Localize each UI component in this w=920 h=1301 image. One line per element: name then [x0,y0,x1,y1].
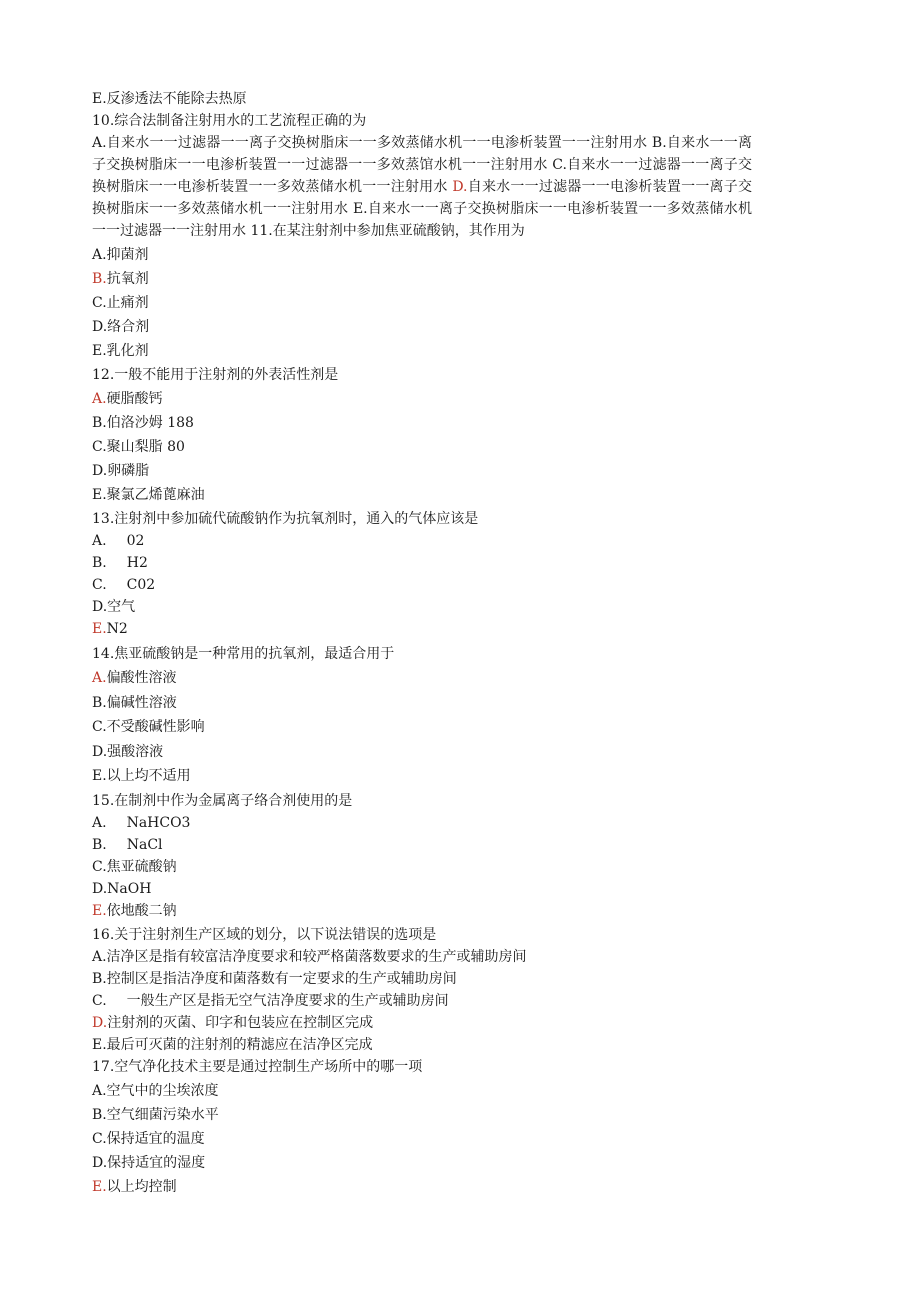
q13-option-c [92,574,752,596]
q12-answer-marker-a: A. [92,391,107,407]
q14-stem: 14.焦亚硫酸钠是一种常用的抗氧剂，最适合用于 [92,645,395,662]
q16-option-c-label: C. [92,992,107,1009]
q13-option-c-label: C. [92,577,107,593]
q16-option-e: E.最后可灭菌的注射剂的精滤应在洁净区完成 [92,1036,373,1053]
q15-option-e-text: 依地酸二钠 [106,902,177,919]
q15-option-a-label: A. [92,814,107,831]
q16-option-b: B.控制区是指洁净度和菌落数有一定要求的生产或辅助房间 [92,970,457,987]
q11-option-c: C.止痛剂 [92,295,149,311]
q13-option-e [92,618,752,640]
q16-stem: 16.关于注射剂生产区域的划分，以下说法错误的选项是 [92,926,437,943]
q16-answer-marker-d: D. [92,1014,108,1031]
q11-option-b-text: 抗氧剂 [106,271,149,287]
q16-option-c-text: 一般生产区是指无空气洁净度要求的生产或辅助房间 [126,992,449,1009]
q14-option-d: D.强酸溶液 [92,743,164,760]
q15-answer-marker-e: E. [92,902,107,919]
q17-option-d: D.保持适宜的湿度 [92,1154,206,1171]
q11-option-d: D.络合剂 [92,319,150,335]
q13-option-b-label: B. [92,555,107,571]
q17-stem: 17.空气净化技术主要是通过控制生产场所中的哪一项 [92,1058,423,1075]
q17-option-e [92,1176,752,1198]
q10-stem: 10.综合法制备注射用水的工艺流程正确的为 [92,113,367,129]
q12-option-a-text: 硬脂酸钙 [106,391,163,407]
q16-option-d-text: 注射剂的灭菌、印字和包装应在控制区完成 [107,1014,374,1031]
q14-answer-marker-a: A. [92,670,107,686]
document-page [92,88,752,1198]
q15-option-b-label: B. [92,836,107,853]
q12-stem: 12.一般不能用于注射剂的外表活性剂是 [92,367,339,383]
q10-answer-marker-d: D. [452,179,468,195]
q17-option-e-text: 以上均控制 [106,1178,177,1195]
q11-option-b [92,268,752,290]
q10-options-text-b: 自来水一一过滤器一一电渗析装置一一离子交换树脂床一一多效蒸储水机一一注射用水 E.自来水一一离子交换树脂床一一电渗析装置一一多效蒸储水机一一过滤器一一注射用水 11.在某注射剂中参加焦亚硫酸钠，其作用为 [92,179,753,239]
q13-option-d: D.空气 [92,599,136,615]
q14-option-e: E.以上均不适用 [92,768,191,784]
q14-option-a [92,667,752,689]
q12-option-c: C.聚山梨脂 80 [92,439,185,455]
q13-option-c-value: C02 [126,577,156,593]
q12-option-b: B.伯洛沙姆 188 [92,415,194,431]
q10-options-paragraph [92,132,752,242]
q15-option-b [92,834,752,856]
q13-answer-marker-e: E. [92,621,107,637]
q15-option-a-value: NaHCO3 [126,814,191,831]
q10-options-text-a: A.自来水一一过滤器一一离子交换树脂床一一多效蒸储水机一一电渗析装置一一注射用水 B.自来水一一离子交换树脂床一一电渗析装置一一过滤器一一多效蒸馆水机一一注射用水 C.自来水一一过滤器一一离子交换树脂床一一电渗析装置一一多效蒸储水机一一注射用水 [92,135,752,195]
q17-option-a: A.空气中的尘埃浓度 [92,1082,219,1099]
q12-option-e: E.聚氯乙烯蓖麻油 [92,487,205,503]
q16-option-d [92,1012,752,1034]
q13-option-a [92,530,752,552]
q13-option-e-text: N2 [106,621,128,637]
q14-option-a-text: 偏酸性溶液 [106,670,177,686]
q14-option-b: B.偏碱性溶液 [92,694,177,711]
q12-option-a [92,388,752,410]
q9-option-e: E.反渗透法不能除去热原 [92,91,247,107]
q11-option-a: A.抑菌剂 [92,247,149,263]
q15-option-c: C.焦亚硫酸钠 [92,858,177,875]
q15-option-e [92,900,752,922]
q15-stem: 15.在制剂中作为金属离子络合剂使用的是 [92,792,353,809]
q13-option-b-value: H2 [126,555,148,571]
q14-option-c: C.不受酸碱性影响 [92,719,205,735]
q15-option-b-value: NaCl [126,836,163,853]
q13-option-a-label: A. [92,533,107,549]
q13-option-b [92,552,752,574]
q15-option-d: D.NaOH [92,880,152,897]
q11-answer-marker-b: B. [92,271,107,287]
q13-stem: 13.注射剂中参加硫代硫酸钠作为抗氧剂时，通入的气体应该是 [92,511,479,527]
q17-answer-marker-e: E. [92,1178,107,1195]
q16-option-a: A.洁净区是指有较富洁净度要求和较严格菌落数要求的生产或辅助房间 [92,948,527,965]
q17-option-c: C.保持适宜的温度 [92,1130,205,1147]
q13-option-a-value: 02 [126,533,145,549]
q12-option-d: D.卵磷脂 [92,463,150,479]
q11-option-e: E.乳化剂 [92,343,149,359]
q15-option-a [92,812,752,834]
q17-option-b: B.空气细菌污染水平 [92,1106,219,1123]
q16-option-c [92,990,752,1012]
